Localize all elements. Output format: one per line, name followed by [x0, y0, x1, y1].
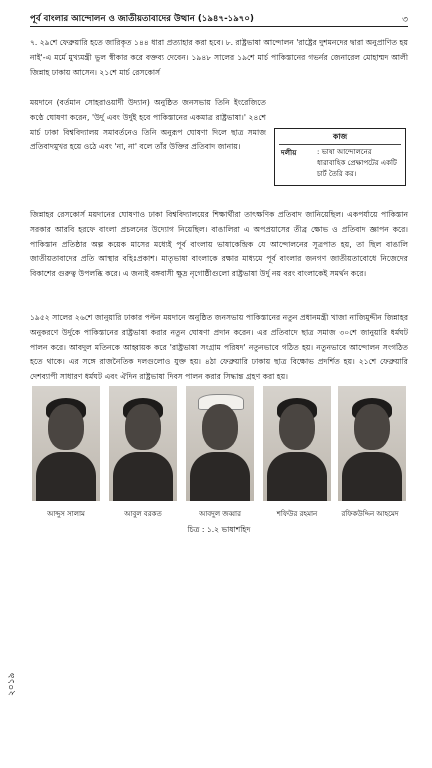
- paragraph-1952-movement: ১৯৫২ সালের ২৬শে জানুয়ারি ঢাকার পল্টন ময়দানে অনুষ্ঠিত জনসভায় পাকিস্তানের নতুন প্রধানমন্ত্রী খাজা নাজিমুদ্দীন জিন্নাহর অনুকরণে উর্দুকে পাকিস্তানের রাষ্ট্রভাষা করার নতুন ঘোষণা প্রদান করেন। এর প্রতিবাদে ছাত্র সমাজ ৩০শে জানুয়ারি ধর্মঘট পালন করে। আবদুল মতিনকে আহ্বায়ক করে 'রাষ্ট্রভাষা সংগ্রাম পরিষদ' নতুনভাবে গঠিত হয়। নতুনভাবে আন্দোলন সংগঠিত হতে থাকে। এর সঙ্গে রাজনৈতিক দলগুলোও যুক্ত হয়। ৪ঠা ফেব্রুয়ারি ঢাকায় ছাত্র বিক্ষোভ প্রদর্শিত হয়। ২১শে ফেব্রুয়ারি দেশব্যাপী সাধারণ ধর্মঘট এবং ঐদিন রাষ্ট্রভাষা দিবস পালন করার সিদ্ধান্ত গ্রহণ করা হয়।: [30, 313, 408, 382]
- paragraph-demands: ৭. ২৯শে ফেব্রুয়ারি হতে জারিকৃত ১৪৪ ধারা প্রত্যাহার করা হবে। ৮. রাষ্ট্রভাষা আন্দোলন 'রাষ্ট্রের দুশমনদের দ্বারা অনুপ্রাণিত হয় নাই'-এ মর্মে মুখ্যমন্ত্রী ভুল স্বীকার করে বক্তব্য দেবেন। ১৯৪৮ সালের ১৯শে মার্চ পাকিস্তানের গভর্নর জেনারেল মোহাম্মদ আলী জিন্নাহ ঢাকায় আসেন। ২১শে মার্চ রেসকোর্স: [30, 38, 408, 77]
- paragraph-jinnah-declaration: ময়দানে (বর্তমান সোহরাওয়ার্দী উদ্যান) অনুষ্ঠিত জনসভায় তিনি ইংরেজিতে কণ্ঠে ঘোষণা করেন, 'উর্দু এবং উর্দুই হবে পাকিস্তানের একমাত্র রাষ্ট্রভাষা।' ২৪শে মার্চ ঢাকা বিশ্ববিদ্যালয় সমাবর্তনেও তিনি অনুরূপ ঘোষণা দিলে ছাত্র সমাজ প্রতিবাদমুখর হয়ে ওঠে এবং 'না, না' বলে তাঁর উক্তির প্রতিবাদ জানায়।: [30, 98, 266, 152]
- martyr-photo-rafiquddin: [338, 386, 406, 501]
- martyr-name-salam: আব্দুস সালাম: [47, 510, 85, 518]
- figure-caption: চিত্র : ১.২ ভাষাশহিদ: [187, 525, 251, 534]
- martyr-photo-barkat: [109, 386, 177, 501]
- task-box-description: : ভাষা আন্দোলনের ধারাবাহিক প্রেক্ষাপটের একটি চার্ট তৈরি কর।: [317, 148, 397, 178]
- side-page-number: ২০১৯: [7, 672, 17, 696]
- chapter-title: পূর্ব বাংলার আন্দোলন ও জাতীয়তাবাদের উত্থান (১৯৪৭-১৯৭০): [30, 14, 254, 24]
- martyr-photo-shafiur: [263, 386, 331, 501]
- page-header: [30, 12, 408, 27]
- page-number: ৩: [402, 15, 408, 25]
- martyr-name-shafiur: শফিউর রহমান: [276, 510, 318, 518]
- task-box-divider: [279, 144, 401, 145]
- martyr-name-rafiquddin: রফিকউদ্দিন আহমেদ: [341, 510, 399, 518]
- task-box-label: দলীয়: [281, 148, 297, 157]
- task-box-title: কাজ: [333, 132, 347, 141]
- martyr-name-jabbar: আবদুল জব্বার: [199, 510, 241, 518]
- martyr-photo-jabbar: [186, 386, 254, 501]
- martyr-photo-salam: [32, 386, 100, 501]
- paragraph-student-protest: জিন্নাহর রেসকোর্স ময়দানের ঘোষণাও ঢাকা বিশ্ববিদ্যালয়ের শিক্ষার্থীরা তাৎক্ষণিক প্রতিবাদ জানিয়েছিল। একপর্যায়ে পাকিস্তান সরকার আরবি হরফে বাংলা প্রচলনের উদ্যোগ নিয়েছিল। বাঙালিরা এ অপপ্রয়াসের তীব্র ক্ষোভ ও প্রতিবাদ জ্ঞাপন করে। পাকিস্তান প্রতিষ্ঠার অল্প কয়েক মাসের মধ্যেই পূর্ব বাংলায় ভাষাকেন্দ্রিক যে আন্দোলনের সূত্রপাত হয়, তা ছিল বাঙালি জাতীয়তাবাদের প্রতি আস্থার বহিঃপ্রকাশ। মাতৃভাষা বাংলাকে রক্ষার মাধ্যমে পূর্ব বাংলার জনগণ জাতীয়তাবোধে নিজেদের বিকাশের গুরুত্ব উপলব্ধি করে। এ জন্যই বঙ্গবাসী ক্ষুদ্র নৃগোষ্ঠীগুলো রাষ্ট্রভাষা উর্দু নয় বরং বাংলাকেই সমর্থন করে।: [30, 210, 408, 279]
- task-box: [274, 128, 406, 186]
- martyr-name-barkat: আবুল বরকত: [124, 510, 162, 518]
- language-martyrs-figure: [30, 386, 408, 536]
